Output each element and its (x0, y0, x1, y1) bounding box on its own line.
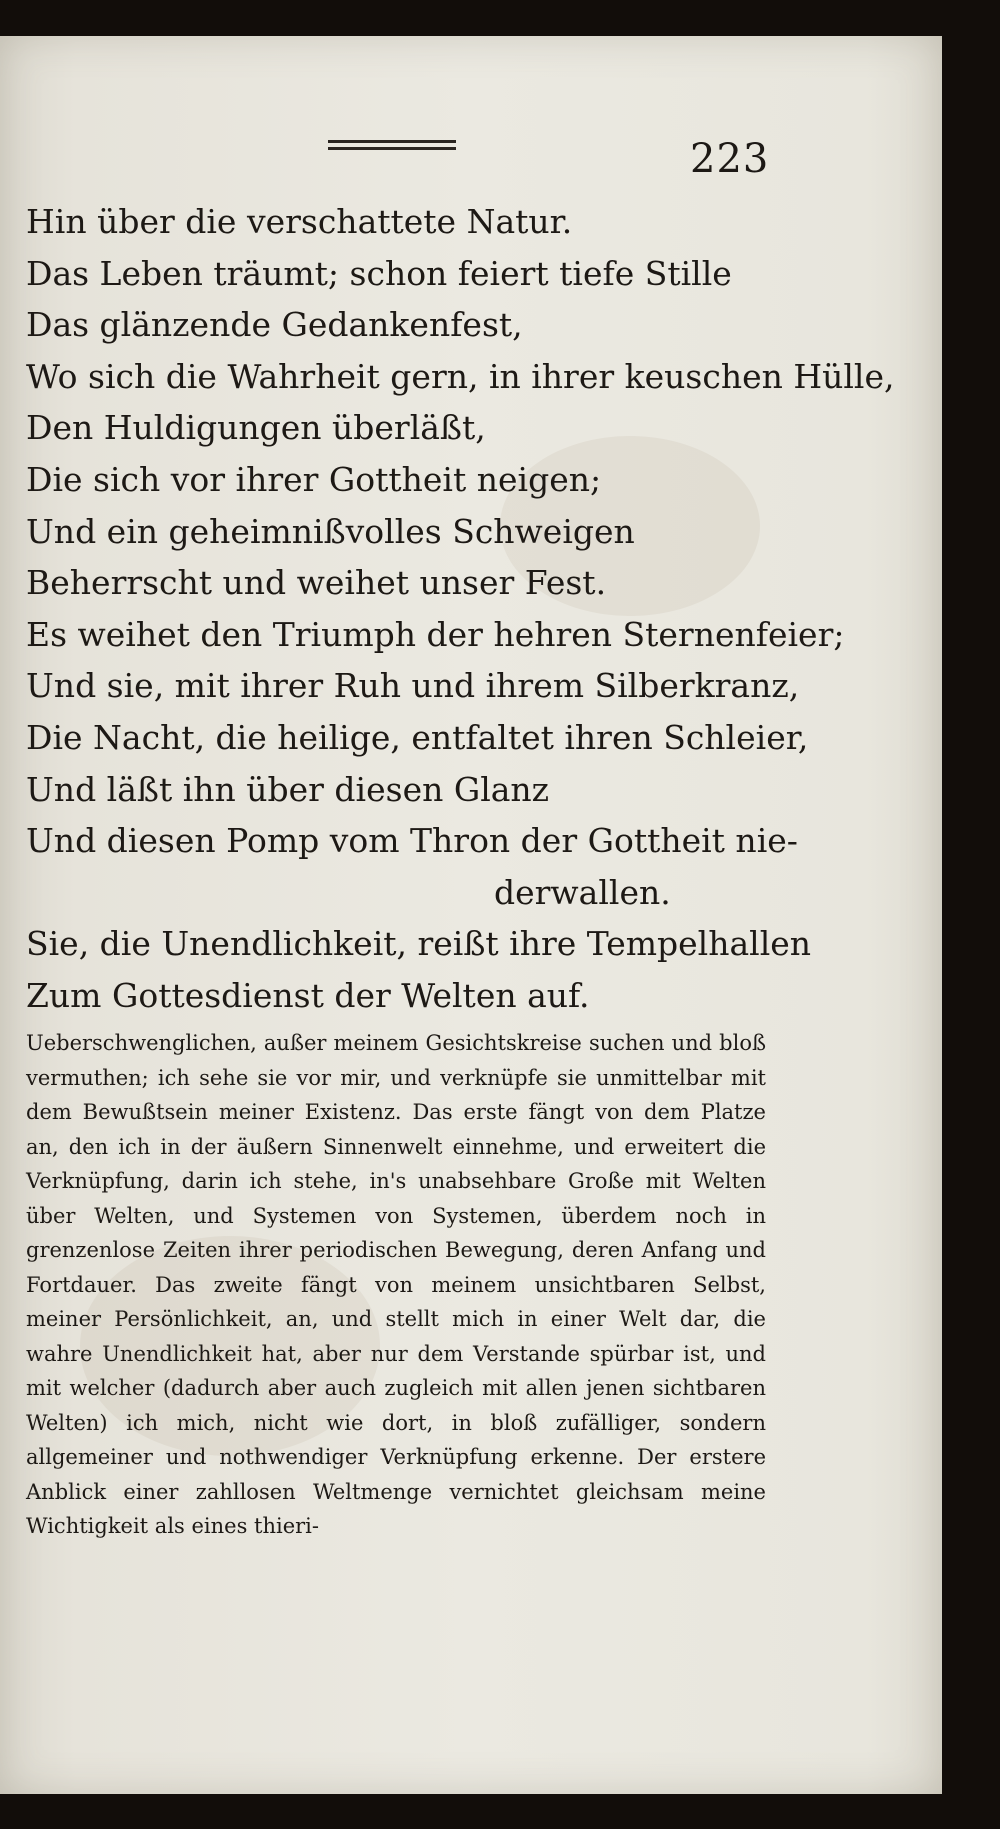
poem-line: Und ein geheimnißvolles Schweigen (26, 511, 635, 551)
poem-line: Wo sich die Wahrheit gern, in ihrer keuschen Hülle, (26, 356, 895, 396)
book-page (0, 36, 942, 1794)
poem-line: Und läßt ihn über diesen Glanz (26, 769, 550, 809)
poem-line: Die sich vor ihrer Gottheit neigen; (26, 459, 602, 499)
poem-line: Es weihet den Triumph der hehren Sternenfeier; (26, 614, 845, 654)
footnote-text: Ueberschwenglichen, außer meinem Gesichtskreise suchen und bloß vermuthen; ich sehe sie vor mir, und verknüpfe sie unmittelbar mit dem Bewußtsein meiner Existenz. Das erste fängt von dem Platze an, den ich in der äußern Sinnenwelt einnehme, und erweitert die Verknüpfung, darin ich stehe, in's unabsehbare Große mit Welten über Welten, und Systemen von Systemen, überdem noch in grenzenlose Zeiten ihrer periodischen Bewegung, deren Anfang und Fortdauer. Das zweite fängt von meinem unsichtbaren Selbst, meiner Persönlichkeit, an, und stellt mich in einer Welt dar, die wahre Unendlichkeit hat, aber nur dem Verstande spürbar ist, und mit welcher (dadurch aber auch zugleich mit allen jenen sichtbaren Welten) ich mich, nicht wie dort, in bloß zufälliger, sondern allgemeiner und nothwendiger Verknüpfung erkenne. Der erstere Anblick einer zahllosen Weltmenge vernichtet gleichsam meine Wichtigkeit als eines thieri- (26, 1031, 766, 1538)
poem-line: Beherrscht und weihet unser Fest. (26, 563, 607, 603)
poem-line: Das Leben träumt; schon feiert tiefe Stille (26, 253, 732, 293)
poem-line: Zum Gottesdienst der Welten auf. (26, 975, 590, 1015)
poem-line: Den Huldigungen überläßt, (26, 408, 486, 448)
poem-line-continuation: derwallen. (494, 872, 671, 912)
poem-line: Und sie, mit ihrer Ruh und ihrem Silberkranz, (26, 666, 800, 706)
poem-line: Hin über die verschattete Natur. (26, 202, 573, 241)
poem-line: Und diesen Pomp vom Thron der Gottheit nie- (26, 821, 798, 861)
poem-line: Sie, die Unendlichkeit, reißt ihre Tempelhallen (26, 924, 812, 964)
poem-line: Das glänzende Gedankenfest, (26, 305, 523, 345)
header-rule (328, 140, 456, 156)
page-number: 223 (690, 136, 770, 182)
poem-line: Die Nacht, die heilige, entfaltet ihren Schleier, (26, 717, 809, 757)
poem (26, 196, 906, 1022)
